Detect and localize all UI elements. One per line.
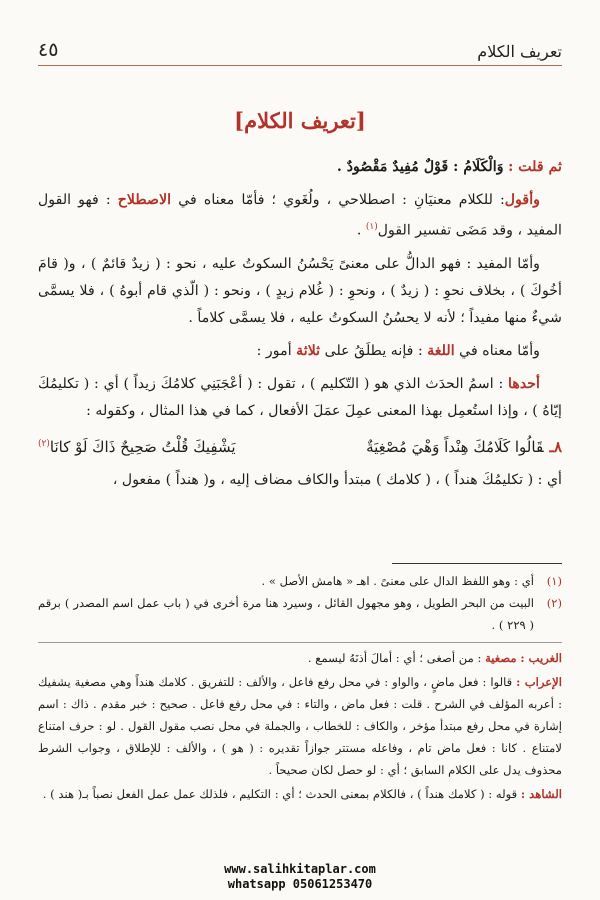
first-label: أحدها — [508, 375, 540, 392]
notes-separator — [38, 642, 562, 643]
verse-first-half — [366, 434, 562, 461]
p1-text-2: : فهو القول المفيد ، وقد مَضَى تفسير القول — [38, 192, 562, 239]
footnote — [38, 592, 562, 636]
term-thalatha: ثلاثة — [296, 342, 321, 359]
verse-number: ٨ـ — [549, 437, 562, 456]
irab-text: قالوا : فعل ماضٍ ، والواو : في محل رفع فاعل ، والألف : للتفريق . كلامك هنداً وهي مصغية يشفيك : أعربه المؤلف في الشرح . قلت : فعل ماض ، والتاء : في محل رفع فاعل . صحيح : خبر مقدم . ذاك : اسم إشارة في محل رفع مبتدأ مؤخر ، والكاف : للخطاب ، والجملة في محل نصب مقول القول . لو : حرف امتناع لامتناع . كانا : فعل ماض تام ، وفاعله مستتر جوازاً تقديره : ( هو ) ، والألف : للإطلاق ، وجواب الشرط محذوف يدل على الكلام السابق ؛ أي : لو حصل لكان صحيحاً . — [38, 675, 562, 777]
footnote-number: (١) — [546, 574, 562, 588]
paragraph-analysis: أي : ( تكليمُكَ هنداً ) ، ( كلامك ) مبتدأ والكاف مضاف إليه ، و( هنداً ) مفعول ، — [112, 471, 562, 488]
section-title: [تعريف الكلام] — [234, 108, 366, 133]
running-header — [38, 30, 562, 66]
footnote — [38, 570, 562, 592]
gharib-word: مصغية — [485, 651, 517, 665]
irab-label: الإعراب : — [516, 675, 562, 689]
p3-text: وأمّا معناه في — [454, 342, 540, 359]
shahid-label: الشاهد : — [520, 787, 562, 801]
footnote-ref-2: (٢) — [38, 438, 50, 449]
p1-text: : للكلام معنيَانِ : اصطلاحي ، ولُغَوي ؛ فأمّا معناه في — [171, 192, 505, 208]
footnote-number: (٢) — [546, 596, 562, 610]
paragraph-first-meaning — [38, 371, 562, 425]
p4-text: : اسمُ الحدَث الذي هو ( التّكليم ) ، تقول : ( أعْجَبَنِي كلامُكَ زيداً ) أي : ( تكليمُكَ إيّاهُ ) ، وإذا استُعمِل بهذا المعنى عمِلَ عمَلَ الأفعال ، كما في هذا المثال ، وكقوله : — [38, 375, 562, 419]
shahid-text: قوله : ( كلامك هنداً ) ، فالكلام بمعنى الحدث ؛ أي : التكليم ، فلذلك عمل عمل الفعل نصباً بـ( هند ) . — [42, 787, 521, 801]
footnotes-area — [38, 570, 562, 807]
paragraph-mufid: وأمّا المفيد : فهو الدالُّ على معنىً يَحْسُنُ السكوتُ عليه ، نحو : ( زيدٌ قائمٌ ) ، و( قامَ أخُوكَ ) ، بخلاف نحوِ : ( زيدٌ ) ، ونحوِ : ( غُلام زيدٍ ) ، ونحو : ( الّذي قام أبوهُ ) ، فلا يسمَّى شيءٌ منها مفيداً ؛ لأنه لا يحسُنُ السكوتُ عليه ، فلا يسمَّى كلاماً . — [38, 255, 562, 326]
verse-second-half — [38, 431, 236, 461]
irab-note — [38, 671, 562, 781]
gharib-note — [38, 647, 562, 669]
page-number: ٤٥ — [38, 39, 59, 61]
website-text: www.salihkitaplar.com — [224, 862, 376, 876]
whatsapp-text: whatsapp 05061253470 — [227, 877, 373, 891]
paragraph-definition — [38, 187, 562, 245]
verse-h2: يَشْفِيكَ قُلْتُ صَحِيحٌ ذَاكَ لَوْ كانَا — [49, 437, 236, 456]
gharib-label: الغريب : — [520, 651, 562, 665]
term-istilah: الاصطلاح — [117, 192, 172, 208]
explain-label: وأقول — [504, 192, 540, 208]
p3-text-2: : فإنه يطلَقُ على — [320, 342, 428, 359]
footnote-text: أي : وهو اللفظ الدال على معنىً . اهـ « هامش الأصل » . — [261, 574, 534, 588]
header-title: تعريف الكلام — [477, 42, 562, 61]
paragraph-lugha — [38, 338, 562, 365]
footnote-rule — [392, 563, 562, 564]
poem-verse — [38, 431, 562, 461]
verse-h1: قَالُوا كَلَامُكَ هِنْداً وَهْيَ مُصْغِيَةٌ — [366, 437, 544, 456]
shahid-note — [38, 783, 562, 805]
main-text — [38, 154, 562, 500]
watermark-footer — [0, 862, 600, 892]
statement-label: ثم قلت : — [508, 159, 562, 175]
statement-text: وَالْكَلَامُ : قَوْلٌ مُفِيدٌ مَقْصُودٌ . — [336, 159, 504, 175]
term-lugha: اللغة — [427, 342, 455, 359]
p3-end: أمور : — [256, 342, 297, 359]
gharib-text: : من أصغى ؛ أي : أمالَ أذنَهُ ليسمع . — [307, 651, 486, 665]
p1-end: . — [356, 222, 366, 239]
footnote-text: البيت من البحر الطويل ، وهو مجهول القائل ، وسيرد هنا مرة أخرى في ( باب عمل اسم المصدر ) برقم ( ٢٢٩ ) . — [38, 596, 534, 632]
statement-line — [38, 154, 562, 181]
footnote-ref-1: (١) — [365, 222, 378, 232]
